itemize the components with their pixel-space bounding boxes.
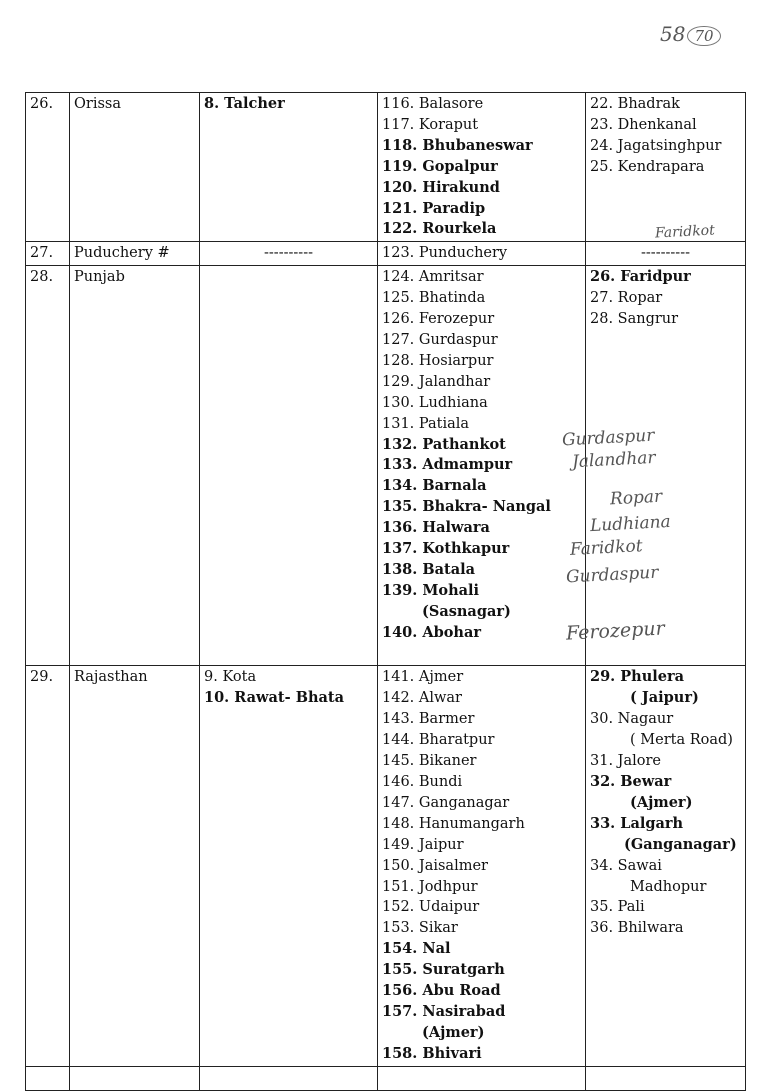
place-entry: 119. Gopalpur (382, 157, 498, 175)
place-entry: 32. Bewar (590, 773, 672, 790)
place-entry: 138. Batala (382, 560, 476, 578)
place-entry: 135. Bhakra- Nangal (382, 498, 551, 516)
place-entry: 10. Rawat- Bhata (204, 689, 344, 707)
state-name: Orissa (70, 93, 200, 242)
place-entry: 155. Suratgarh (382, 961, 505, 979)
place-entry: 149. Jaipur (382, 836, 464, 853)
handwritten-note: Gurdaspur (561, 425, 655, 451)
place-entry: 132. Pathankot (382, 435, 506, 453)
handwritten-note: Ferozepur (565, 617, 666, 645)
place-entry: ( Jaipur) (630, 689, 699, 707)
place-entry: 144. Bharatpur (382, 732, 495, 749)
serial-number: 26. (26, 93, 70, 242)
empty-cell (26, 1066, 70, 1090)
serial-number: 28. (26, 266, 70, 666)
place-entry: 141. Ajmer (382, 669, 464, 686)
place-entry: (Ajmer) (422, 1023, 485, 1041)
col4-cell (378, 266, 586, 666)
col3-cell (200, 266, 378, 666)
place-entry: 151. Jodhpur (382, 878, 478, 895)
place-entry: 24. Jagatsinghpur (590, 137, 722, 154)
place-entry: 124. Amritsar (382, 269, 484, 286)
page-number-mark (660, 22, 721, 46)
col4-cell (378, 93, 586, 242)
place-entry: 126. Ferozepur (382, 311, 495, 328)
place-entry: 148. Hanumangarh (382, 815, 525, 832)
place-entry: 157. Nasirabad (382, 1002, 506, 1020)
place-entry: 131. Patiala (382, 415, 470, 432)
place-entry: 122. Rourkela (382, 220, 497, 238)
place-entry: ( Merta Road) (630, 732, 733, 749)
serial-number: 29. (26, 666, 70, 1066)
col5-cell (586, 666, 746, 1066)
place-entry: ---------- (264, 245, 313, 262)
col4-cell (378, 242, 586, 266)
place-entry: 121. Paradip (382, 199, 486, 217)
handwritten-note: Faridkot (569, 536, 644, 560)
handwritten-note: Jalandhar (571, 447, 657, 473)
place-entry: 22. Bhadrak (590, 96, 680, 112)
place-entry: 31. Jalore (590, 753, 662, 770)
col5-cell (586, 93, 746, 242)
table-row (26, 242, 746, 266)
state-name: Puduchery # (70, 242, 200, 266)
place-entry: 139. Mohali (382, 581, 480, 599)
handwritten-note: Gurdaspur (565, 562, 659, 588)
place-entry: 158. Bhivari (382, 1044, 482, 1062)
place-entry: 33. Lalgarh (590, 814, 684, 832)
districts-table (25, 92, 746, 1091)
place-entry: ---------- (641, 245, 690, 262)
handwritten-note: Ludhiana (589, 511, 672, 537)
place-entry: (Ganganagar) (624, 835, 737, 853)
place-entry: 143. Barmer (382, 711, 475, 728)
place-entry: 145. Bikaner (382, 753, 477, 770)
place-entry: 142. Alwar (382, 690, 462, 707)
circled-page-number: 70 (687, 26, 720, 46)
place-entry: 125. Bhatinda (382, 290, 486, 307)
place-entry: 154. Nal (382, 940, 451, 958)
state-name: Rajasthan (70, 666, 200, 1066)
empty-cell (378, 1066, 586, 1090)
place-entry (382, 644, 581, 665)
place-entry: 116. Balasore (382, 96, 484, 112)
col3-cell (200, 242, 378, 266)
empty-cell (70, 1066, 200, 1090)
place-entry: 147. Ganganagar (382, 794, 510, 811)
place-entry: 23. Dhenkanal (590, 116, 697, 133)
place-entry: (Ajmer) (630, 793, 693, 811)
place-entry: 156. Abu Road (382, 982, 501, 1000)
page-number: 58 (660, 22, 686, 46)
place-entry: 36. Bhilwara (590, 920, 684, 937)
place-entry: 150. Jaisalmer (382, 857, 488, 874)
place-entry: 153. Sikar (382, 920, 458, 937)
place-entry: 8. Talcher (204, 95, 285, 112)
place-entry: 136. Halwara (382, 519, 490, 537)
place-entry: 27. Ropar (590, 290, 663, 307)
place-entry: 118. Bhubaneswar (382, 136, 533, 154)
place-entry: 140. Abohar (382, 623, 482, 641)
place-entry: 30. Nagaur (590, 711, 674, 728)
place-entry: 133. Admampur (382, 456, 513, 474)
place-entry: 117. Koraput (382, 116, 479, 133)
place-entry: 34. Sawai (590, 857, 662, 874)
place-entry: Madhopur (630, 878, 707, 895)
table-row (26, 93, 746, 242)
place-entry: (Sasnagar) (422, 602, 511, 620)
place-entry: 130. Ludhiana (382, 394, 488, 411)
col3-cell (200, 93, 378, 242)
place-entry: 134. Barnala (382, 477, 487, 495)
serial-number: 27. (26, 242, 70, 266)
col4-cell (378, 666, 586, 1066)
place-entry: 9. Kota (204, 669, 257, 686)
place-entry: 127. Gurdaspur (382, 331, 498, 348)
place-entry: 28. Sangrur (590, 311, 679, 328)
table-row (26, 666, 746, 1066)
place-entry: 123. Punduchery (382, 245, 508, 262)
col3-cell (200, 666, 378, 1066)
place-entry: 120. Hirakund (382, 178, 500, 196)
place-entry: 26. Faridpur (590, 268, 691, 286)
place-entry: 152. Udaipur (382, 899, 480, 916)
place-entry: 35. Pali (590, 899, 645, 916)
table-row (26, 1066, 746, 1090)
handwritten-note: Ropar (609, 486, 663, 510)
col5-cell (586, 242, 746, 266)
place-entry: 137. Kothkapur (382, 540, 510, 558)
handwritten-note: Faridkot (654, 222, 716, 242)
empty-cell (586, 1066, 746, 1090)
place-entry: 25. Kendrapara (590, 158, 705, 175)
empty-cell (200, 1066, 378, 1090)
place-entry: 29. Phulera (590, 668, 685, 686)
place-entry: 146. Bundi (382, 774, 463, 790)
place-entry: 129. Jalandhar (382, 373, 491, 390)
state-name: Punjab (70, 266, 200, 666)
place-entry: 128. Hosiarpur (382, 352, 494, 369)
